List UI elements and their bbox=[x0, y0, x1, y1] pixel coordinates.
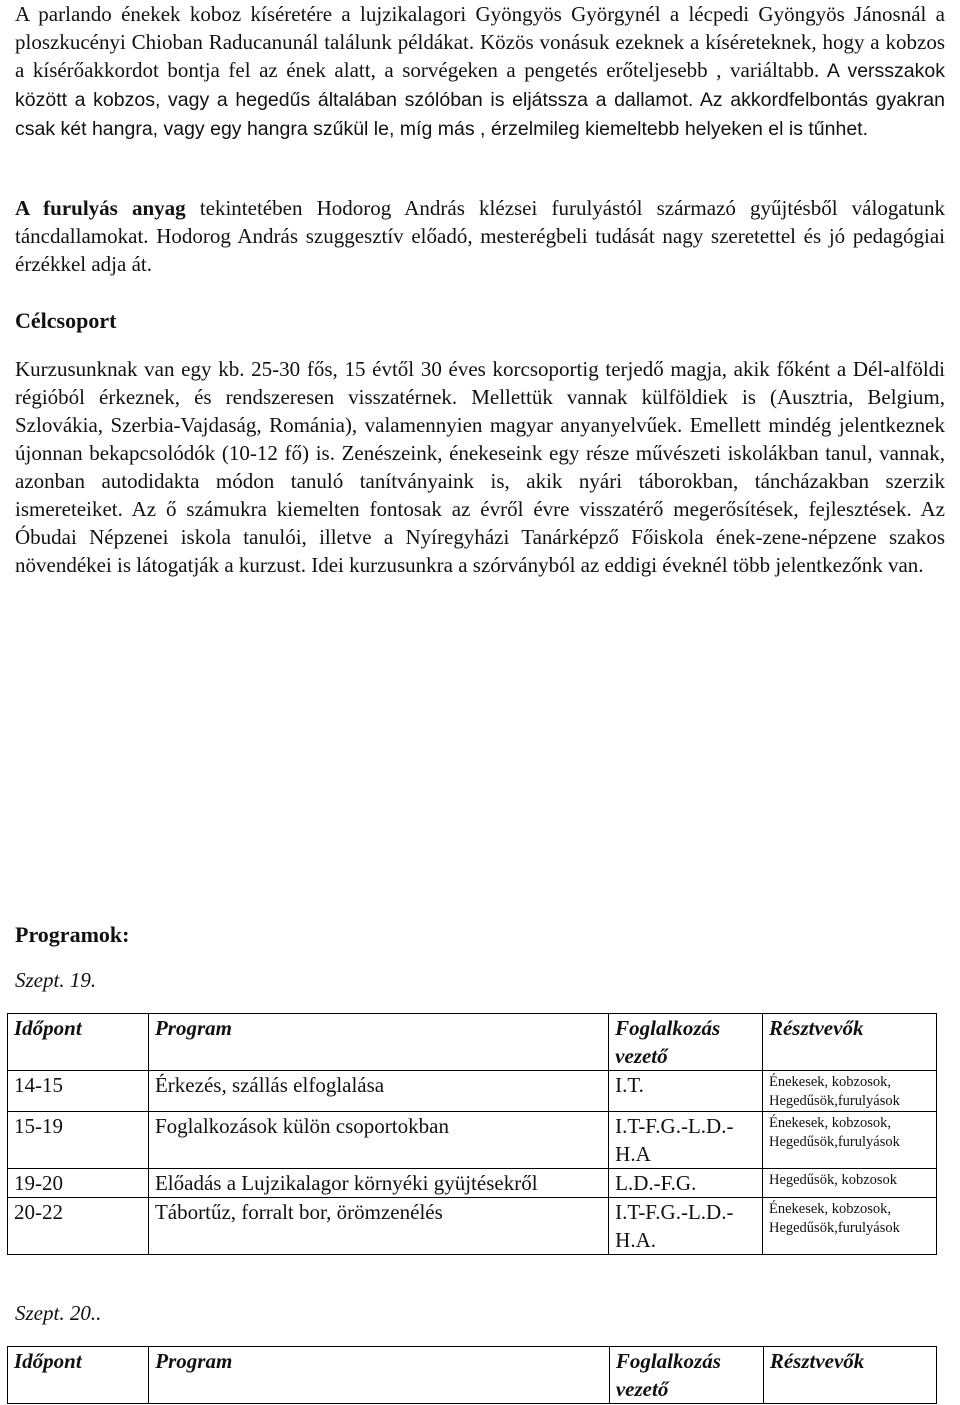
schedule-table-day1 bbox=[7, 1013, 937, 1255]
table-row bbox=[8, 1071, 937, 1112]
table-header-row bbox=[8, 1347, 937, 1404]
cell-program: Foglalkozások külön csoportokban bbox=[148, 1112, 608, 1169]
cell-program: Előadás a Lujzikalagor környéki gyüjtésekről bbox=[148, 1169, 608, 1198]
table-row bbox=[8, 1169, 937, 1198]
cell-time: 19-20 bbox=[8, 1169, 149, 1198]
col-header-program: Program bbox=[149, 1347, 610, 1404]
col-header-participants: Résztvevők bbox=[762, 1014, 936, 1071]
col-header-program: Program bbox=[148, 1014, 608, 1071]
cell-participants: Énekesek, kobzosok, Hegedűsök,furulyások bbox=[762, 1198, 936, 1255]
cell-participants: Énekesek, kobzosok, Hegedűsök,furulyások bbox=[762, 1071, 936, 1112]
schedule-table-day2 bbox=[7, 1346, 937, 1404]
cell-program: Érkezés, szállás elfoglalása bbox=[148, 1071, 608, 1112]
col-header-leader: Foglalkozás vezető bbox=[609, 1347, 763, 1404]
cell-leader: L.D.-F.G. bbox=[609, 1169, 763, 1198]
cell-program: Tábortűz, forralt bor, örömzenélés bbox=[148, 1198, 608, 1255]
table-row bbox=[8, 1112, 937, 1169]
cell-time: 20-22 bbox=[8, 1198, 149, 1255]
table-row bbox=[8, 1198, 937, 1255]
table-header-row bbox=[8, 1014, 937, 1071]
flute-material-bold: A furulyás anyag bbox=[15, 196, 186, 220]
cell-participants: Énekesek, kobzosok, Hegedűsök,furulyások bbox=[762, 1112, 936, 1169]
day2-title: Szept. 20.. bbox=[15, 1301, 102, 1325]
col-header-participants: Résztvevők bbox=[763, 1347, 936, 1404]
cell-participants: Hegedűsök, kobzosok bbox=[762, 1169, 936, 1198]
programs-heading: Programok: bbox=[15, 922, 130, 947]
col-header-leader: Foglalkozás vezető bbox=[609, 1014, 763, 1071]
target-group-heading: Célcsoport bbox=[15, 308, 117, 333]
day1-title: Szept. 19. bbox=[15, 968, 97, 992]
col-header-time: Időpont bbox=[8, 1347, 149, 1404]
cell-leader: I.T-F.G.-L.D.-H.A. bbox=[609, 1198, 763, 1255]
paragraph-accompaniment-text-b: A versszakok között a kobzos, vagy a hegedűs általában szólóban is eljátssza a dallamot. Az akkordfelbontás gyakran csak két hangra, vagy egy hangra szűkül le, míg más , érzelmileg kiemeltebb helyeken el is tűnhet. bbox=[15, 60, 945, 140]
cell-leader: I.T-F.G.-L.D.-H.A bbox=[609, 1112, 763, 1169]
cell-time: 14-15 bbox=[8, 1071, 149, 1112]
cell-time: 15-19 bbox=[8, 1112, 149, 1169]
paragraph-accompaniment bbox=[15, 0, 945, 143]
flute-material-text: tekintetében Hodorog András klézsei furulyástól származó gyűjtésből válogatunk táncdallamokat. Hodorog András szuggesztív előadó, mesterégbeli tudását nagy szeretettel és jó pedagógiai érzékkel adja át. bbox=[15, 196, 945, 276]
paragraph-flute-material bbox=[15, 194, 945, 278]
cell-leader: I.T. bbox=[609, 1071, 763, 1112]
col-header-time: Időpont bbox=[8, 1014, 149, 1071]
paragraph-accompaniment-text-a: A parlando énekek koboz kíséretére a lujzikalagori Gyöngyös Györgynél a lécpedi Gyöngyös Jánosnál a ploszkucényi Chioban Raducanunál találunk példákat. Közös vonásuk ezeknek a kíséreteknek, hogy a kobzos a kísérőakkordot bontja fel az ének alatt, a sorvégeken a pengetés erőteljesebb , variáltabb. bbox=[15, 2, 945, 82]
paragraph-target-group: Kurzusunknak van egy kb. 25-30 fős, 15 évtől 30 éves korcsoportig terjedő magja, akik főként a Dél-alföldi régióból érkeznek, és rendszeresen visszatérnek. Mellettük vannak külföldiek is (Ausztria, Belgium, Szlovákia, Szerbia-Vajdaság, Románia), valamennyien magyar anyanyelvűek. Emellett mindég jelentkeznek újonnan bekapcsolódók (10-12 fő) is. Zenészeink, énekeseink egy része művészeti iskolákban tanul, vannak, azonban autodidakta módon tanuló tanítványaink is, akik nyári táborokban, táncházakban szerzik ismereteiket. Az ő számukra kiemelten fontosak az évről évre visszatérő megerősítések, fejlesztések. Az Óbudai Népzenei iskola tanulói, illetve a Nyíregyházi Tanárképző Főiskola ének-zene-népzene szakos növendékei is látogatják a kurzust. Idei kurzusunkra a szórványból az eddigi éveknél több jelentkezőnk van. bbox=[15, 357, 945, 577]
